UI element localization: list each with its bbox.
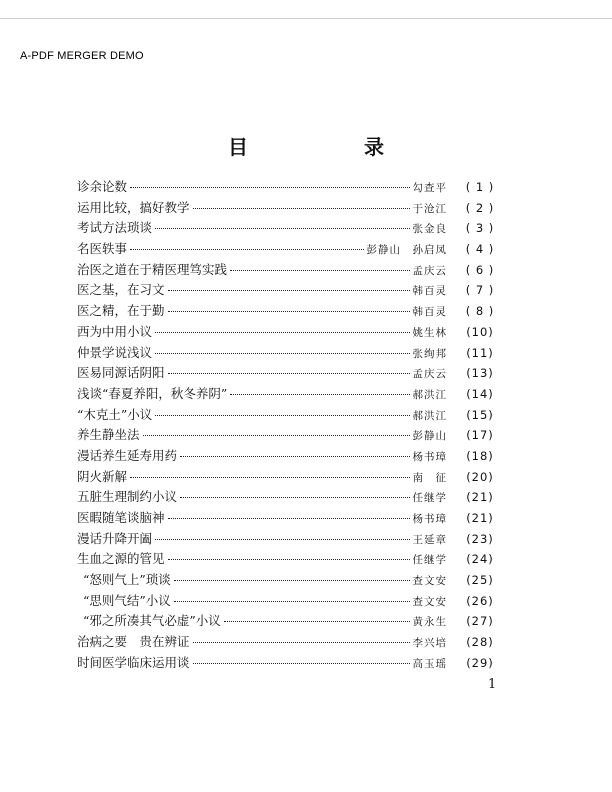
toc-entry-title: 治病之要 贵在辨证	[77, 634, 190, 650]
top-rule	[0, 18, 612, 19]
toc-entry-author: 于沧江	[412, 202, 447, 215]
toc-entry-title: 医暇随笔谈脑神	[77, 510, 165, 525]
toc-entry	[77, 611, 507, 632]
toc-entry-author: 韩百灵	[412, 306, 447, 319]
dot-leader	[155, 415, 409, 416]
toc-entry-author: 李兴培	[412, 637, 447, 650]
toc-entry	[77, 363, 507, 384]
toc-entry-title: 养生静坐法	[77, 427, 140, 443]
toc-entry-title: 诊余论数	[77, 179, 128, 194]
toc-entry-author: 张绚邦	[412, 347, 447, 360]
dot-leader	[168, 559, 410, 560]
toc-entry-title: 浅谈“春夏养阳，秋冬养阴”	[77, 385, 228, 401]
toc-entry-author: 南 征	[412, 471, 447, 484]
toc-entry	[77, 301, 507, 322]
toc-entry-page: (21)	[466, 511, 494, 525]
toc-entry	[77, 570, 507, 591]
toc-entry	[77, 218, 507, 239]
toc-entry-author: 彭静山	[412, 430, 447, 443]
toc-entry-title: 漫话升降开阖	[77, 530, 153, 546]
dot-leader	[143, 435, 410, 436]
toc-entry	[77, 343, 507, 364]
toc-entry	[77, 177, 507, 198]
toc-entry	[77, 549, 507, 570]
dot-leader	[130, 477, 409, 478]
toc-entry-page: (24)	[466, 552, 494, 567]
toc-entry-page: (28)	[466, 635, 494, 650]
dot-leader	[174, 580, 410, 581]
toc-entry-author: 郝洪江	[412, 409, 447, 422]
dot-leader	[230, 270, 409, 271]
toc-entry	[77, 529, 507, 550]
toc-entry-title: 医易同源话阴阳	[77, 365, 165, 381]
toc-entry-page: (15)	[466, 407, 494, 422]
page-title: 目 录	[228, 135, 432, 159]
toc-entry-title: 仲景学说浅议	[77, 344, 153, 360]
toc-entry	[77, 280, 507, 301]
toc-entry-page: ( 2 )	[465, 200, 495, 215]
toc-entry	[77, 632, 507, 653]
toc-entry	[77, 487, 507, 508]
dot-leader	[168, 311, 410, 312]
toc-entry	[77, 405, 507, 426]
toc-entry-page: (26)	[466, 593, 494, 608]
toc-entry-author: 彭静山 孙启凤	[366, 244, 447, 257]
dot-leader	[155, 353, 409, 354]
toc-entry-author: 勾查平	[412, 182, 447, 194]
dot-leader	[168, 518, 410, 519]
toc-entry-page: ( 3 )	[465, 221, 495, 236]
toc-entry-author: 韩百灵	[412, 285, 447, 298]
toc-entry-title: “思则气结”小议	[83, 592, 171, 608]
toc-entry-title: 五脏生理制约小议	[77, 489, 178, 505]
toc-entry-author: 张金良	[412, 223, 447, 236]
toc-entry-title: “木克土”小议	[77, 406, 153, 422]
dot-leader	[180, 497, 409, 498]
toc-entry-page: ( 8 )	[465, 304, 495, 319]
toc-entry	[77, 653, 507, 674]
toc-entry	[77, 384, 507, 405]
toc-entry-page: (27)	[466, 614, 494, 629]
dot-leader	[155, 332, 409, 333]
toc-entry-author: 王延章	[412, 533, 447, 546]
toc-entry-author: 郝洪江	[412, 388, 447, 401]
toc-entry-author: 高玉瑶	[412, 657, 447, 670]
dot-leader	[224, 621, 410, 622]
toc-entry-page: ( 7 )	[465, 283, 495, 298]
toc-entry-page: (21)	[466, 490, 494, 505]
toc-entry	[77, 446, 507, 467]
toc-entry-title: 名医轶事	[77, 241, 128, 257]
toc-entry-title: 考试方法琐谈	[77, 220, 153, 236]
dot-leader	[193, 663, 410, 664]
toc-entry-author: 孟庆云	[412, 368, 447, 381]
toc-entry-page: (29)	[466, 655, 494, 670]
dot-leader	[180, 456, 409, 457]
dot-leader	[174, 601, 410, 602]
toc-entry-page: (10)	[466, 324, 494, 339]
toc-entry-title: 医之基，在习文	[77, 282, 165, 298]
toc-entry	[77, 239, 507, 260]
toc-entry-page: (17)	[466, 428, 494, 443]
toc-entry-author: 姚生林	[412, 326, 447, 339]
toc-entry	[77, 425, 507, 446]
dot-leader	[155, 228, 409, 229]
toc-entry	[77, 198, 507, 219]
dot-leader	[130, 187, 409, 188]
toc-entry	[77, 591, 507, 612]
toc-entry-author: 孟庆云	[412, 264, 447, 277]
toc-entry-title: “邪之所凑其气必虚”小议	[83, 613, 221, 629]
toc-entry-title: “怒则气上”琐谈	[83, 572, 171, 588]
toc-entry	[77, 508, 507, 529]
page-number: 1	[488, 677, 497, 692]
toc-entry-author: 任继学	[412, 492, 447, 505]
toc-entry-author: 查文安	[412, 575, 447, 588]
toc-entry-title: 时间医学临床运用谈	[77, 654, 190, 670]
toc-entry-title: 漫话养生延寿用药	[77, 447, 178, 463]
dot-leader	[130, 249, 363, 250]
toc-entry-page: (18)	[466, 448, 494, 463]
dot-leader	[155, 539, 409, 540]
toc-entry-page: (25)	[466, 573, 494, 588]
toc-entry-page: (11)	[466, 345, 494, 360]
toc-entry-title: 生血之源的管见	[77, 551, 165, 567]
toc-entry-author: 查文安	[412, 595, 447, 608]
dot-leader	[193, 642, 410, 643]
toc-entry-page: ( 4 )	[465, 242, 495, 257]
dot-leader	[193, 208, 410, 209]
toc-entry-author: 杨书璋	[412, 450, 447, 463]
table-of-contents	[77, 177, 507, 674]
toc-entry-page: (13)	[466, 366, 494, 381]
toc-entry-page: ( 6 )	[465, 262, 495, 277]
toc-entry-title: 治医之道在于精医理笃实践	[77, 261, 228, 277]
toc-entry-page: (23)	[466, 531, 494, 546]
toc-entry-title: 西为中用小议	[77, 323, 153, 339]
dot-leader	[168, 290, 410, 291]
toc-entry-author: 任继学	[412, 554, 447, 567]
toc-entry-page: (14)	[466, 386, 494, 401]
toc-entry-page: (20)	[466, 469, 494, 484]
toc-entry-author: 杨书璋	[412, 513, 447, 525]
toc-entry	[77, 260, 507, 281]
toc-entry	[77, 322, 507, 343]
toc-entry-author: 黄永生	[412, 616, 447, 629]
toc-entry-page: ( 1 )	[465, 180, 495, 194]
watermark: A-PDF MERGER DEMO	[20, 50, 144, 62]
toc-entry-title: 运用比较，搞好教学	[77, 199, 190, 215]
dot-leader	[230, 394, 409, 395]
toc-entry-title: 阴火新解	[77, 468, 128, 484]
toc-entry-title: 医之精，在于勤	[77, 303, 165, 319]
dot-leader	[168, 373, 410, 374]
toc-entry	[77, 467, 507, 488]
